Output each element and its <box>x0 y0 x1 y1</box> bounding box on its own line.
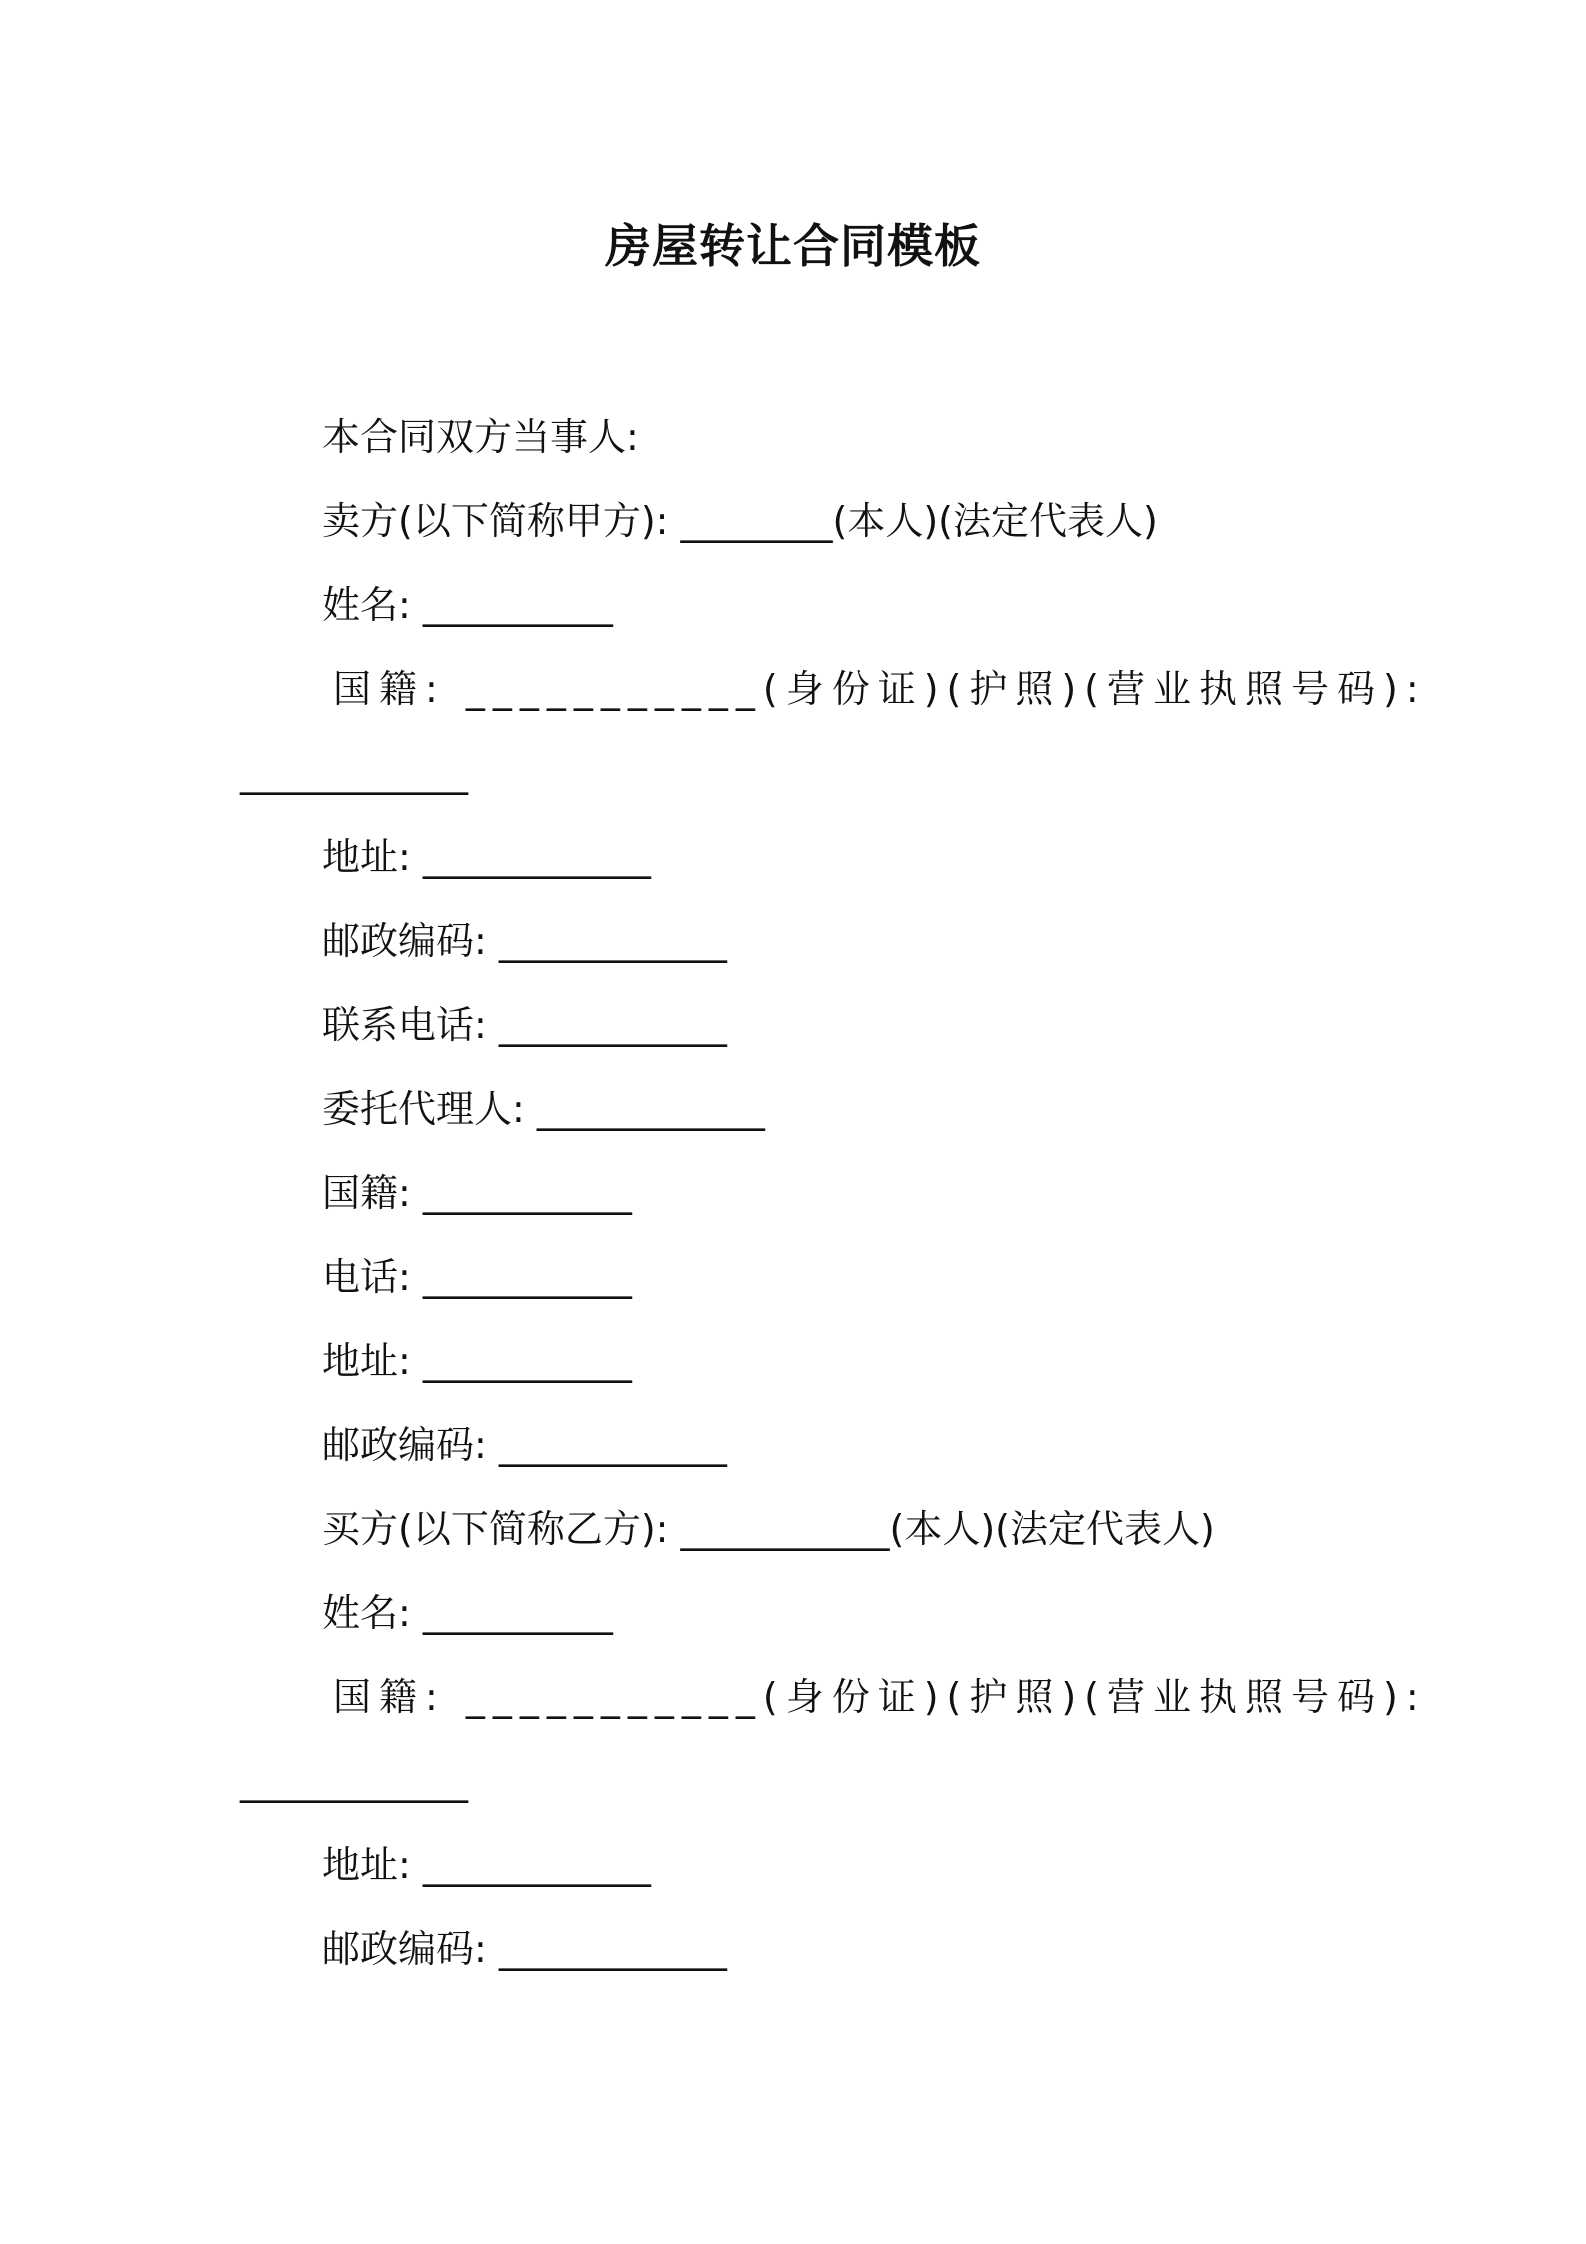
buyer-nationality-id-field: 国籍: ___________(身份证)(护照)(营业执照号码): <box>333 1675 1427 1719</box>
seller-nationality-id-field: 国籍: ___________(身份证)(护照)(营业执照号码): <box>333 667 1427 711</box>
buyer-name-field: 姓名: __________ <box>322 1591 613 1635</box>
seller-postcode-field: 邮政编码: ____________ <box>322 919 727 963</box>
agent-address-field: 地址: ___________ <box>322 1339 632 1383</box>
agent-nationality-field: 国籍: ___________ <box>322 1171 632 1215</box>
buyer-postcode-field: 邮政编码: ____________ <box>322 1927 727 1971</box>
document-title: 房屋转让合同模板 <box>605 219 981 273</box>
agent-phone-field: 电话: ___________ <box>322 1255 632 1299</box>
agent-postcode-field: 邮政编码: ____________ <box>322 1423 727 1467</box>
seller-phone-field: 联系电话: ____________ <box>322 1003 727 1047</box>
buyer-address-field: 地址: ____________ <box>322 1843 651 1887</box>
seller-address-field: 地址: ____________ <box>322 835 651 879</box>
seller-heading: 卖方(以下简称甲方): ________(本人)(法定代表人) <box>322 499 1158 543</box>
agent-field: 委托代理人: ____________ <box>322 1087 765 1131</box>
seller-name-field: 姓名: __________ <box>322 583 613 627</box>
buyer-heading: 买方(以下简称乙方): ___________(本人)(法定代表人) <box>322 1507 1215 1551</box>
buyer-id-number-blank: ____________ <box>240 1759 468 1803</box>
parties-intro: 本合同双方当事人: <box>322 415 639 459</box>
seller-id-number-blank: ____________ <box>240 751 468 795</box>
